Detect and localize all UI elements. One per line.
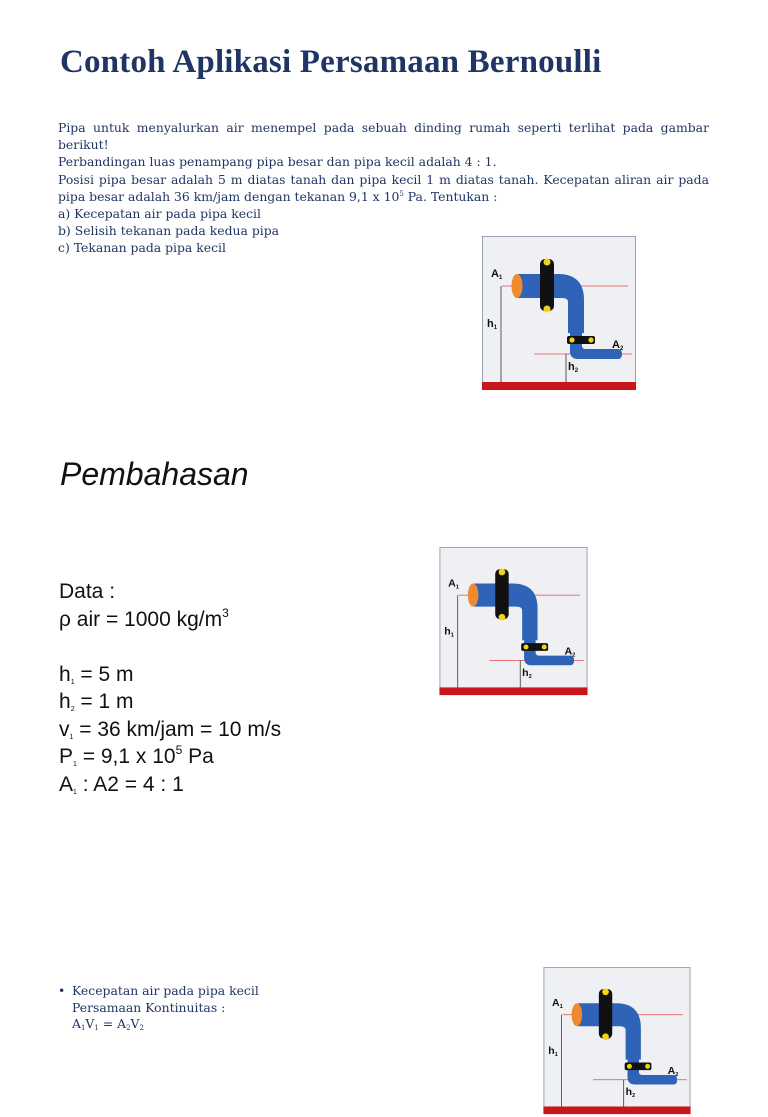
label-a1: A1 [448, 577, 459, 591]
big-pipe-mouth [512, 274, 523, 298]
equals: = [98, 1016, 118, 1032]
bolt-top [499, 569, 506, 576]
subscript: 1 [80, 1024, 86, 1033]
ground [543, 1106, 690, 1114]
problem-text: pipa besar adalah 36 km/jam dengan tekanan 9,1 x 10 [58, 188, 400, 204]
bolt-right [542, 645, 547, 650]
bolt-top [602, 988, 609, 995]
problem-line: Perbandingan luas penampang pipa besar dan pipa kecil adalah 4 : 1. [58, 154, 497, 170]
symbol: h [59, 662, 71, 686]
symbol: v [59, 717, 70, 741]
data-h2 [59, 688, 281, 716]
label-a2: A2 [667, 1065, 679, 1078]
list-subtext: Persamaan Kontinuitas : [72, 999, 226, 1015]
data-heading: Data : [59, 580, 116, 603]
symbol: A [117, 1016, 127, 1032]
list-item-label: Kecepatan air pada pipa kecil [72, 983, 259, 998]
label-h1: h1 [487, 318, 498, 331]
exponent: 3 [222, 605, 229, 620]
bolt-bottom [602, 1033, 609, 1040]
subscript: 1 [73, 761, 77, 768]
solution-list [58, 983, 259, 1033]
data-area-ratio [59, 771, 281, 799]
problem-line [58, 188, 709, 205]
clamp-top [495, 569, 508, 619]
label-a2: A2 [612, 339, 624, 352]
bolt-left [569, 337, 574, 342]
question-b: b) Selisih tekanan pada kedua pipa [58, 223, 280, 239]
bolt-top [544, 259, 551, 266]
symbol: V [130, 1016, 140, 1032]
subscript: 1 [70, 678, 75, 686]
question-c: c) Tekanan pada pipa kecil [58, 240, 226, 256]
bolt-bottom [499, 614, 506, 621]
ground [482, 382, 636, 390]
label-h2: h2 [568, 361, 579, 374]
list-item [58, 983, 259, 1000]
bolt-left [627, 1064, 632, 1069]
known-data [59, 578, 281, 798]
label-a1: A1 [491, 268, 503, 281]
bolt-left [524, 645, 529, 650]
symbol: P [59, 745, 74, 768]
label-h1: h1 [548, 1044, 558, 1058]
data-text: ρ air = 1000 kg/m [59, 607, 223, 631]
subscript: 1 [69, 733, 74, 741]
subscript: 1 [73, 788, 77, 796]
data-text: Pa [182, 745, 214, 768]
label-a1: A1 [552, 997, 563, 1011]
clamp-top [599, 989, 612, 1039]
subscript: 2 [126, 1024, 131, 1033]
data-text: = 5 m [74, 662, 134, 686]
data-density [59, 606, 281, 634]
data-text: = 9,1 x 10 [76, 745, 176, 768]
label-h2: h2 [625, 1086, 636, 1099]
data-text: : A2 = 4 : 1 [76, 772, 184, 796]
exponent: 5 [175, 743, 183, 757]
symbol: A [72, 1016, 81, 1032]
symbol: h [59, 690, 71, 713]
figure-frame [483, 237, 636, 386]
ground [439, 687, 587, 695]
subscript: 2 [139, 1024, 144, 1033]
bolt-bottom [544, 306, 551, 313]
section-heading: Pembahasan [60, 456, 249, 492]
problem-line: Posisi pipa besar adalah 5 m diatas tanah dan pipa kecil 1 m diatas tanah. Kecepatan aliran air pada [58, 171, 709, 187]
problem-text: Pa. Tentukan : [403, 188, 498, 204]
data-text: = 36 km/jam = 10 m/s [73, 717, 282, 741]
big-pipe-mouth [468, 584, 479, 607]
pipe-diagram-problem [481, 236, 637, 393]
problem-line: berikut! [58, 137, 109, 153]
continuity-equation [58, 1016, 259, 1033]
data-p1 [59, 743, 281, 771]
pipe-diagram-data [439, 547, 588, 698]
figure-frame [440, 547, 587, 690]
symbol: A [59, 772, 74, 796]
exponent: 5 [399, 189, 404, 198]
problem-line: Pipa untuk menyalurkan air menempel pada sebuah dinding rumah seperti terlihat pada gambar [58, 120, 709, 135]
label-h1: h1 [444, 625, 454, 639]
data-h1 [59, 661, 281, 689]
page-title: Contoh Aplikasi Persamaan Bernoulli [60, 44, 602, 80]
pipe-diagram-solution [543, 967, 691, 1117]
bolt-right [645, 1064, 650, 1069]
label-a2: A2 [564, 645, 576, 659]
bolt-right [588, 337, 593, 342]
spacer [59, 633, 281, 661]
symbol: V [85, 1016, 95, 1032]
label-h2: h2 [522, 666, 532, 680]
bullet-icon: • [58, 983, 66, 998]
clamp-top [540, 259, 554, 311]
question-a: a) Kecepatan air pada pipa kecil [58, 206, 261, 222]
subscript: 2 [70, 706, 75, 713]
data-text: = 1 m [74, 690, 134, 713]
data-v1 [59, 716, 281, 744]
figure-frame [544, 967, 690, 1109]
big-pipe-mouth [572, 1003, 583, 1026]
subscript: 1 [94, 1024, 99, 1033]
